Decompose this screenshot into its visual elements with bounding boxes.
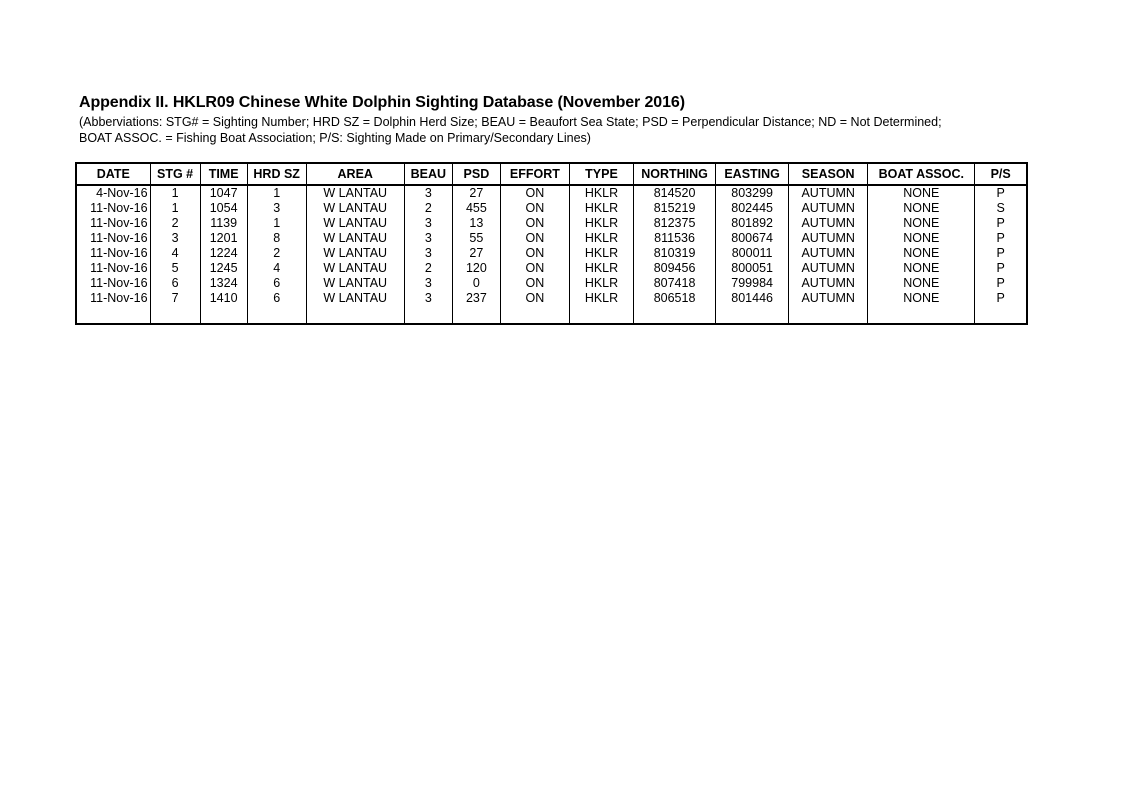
cell-type: HKLR [569, 261, 633, 276]
cell-psd: 237 [452, 291, 500, 306]
table-header-row [76, 163, 1027, 185]
cell-type: HKLR [569, 291, 633, 306]
cell-herd-size: 1 [247, 185, 306, 201]
table-spacer-row [76, 306, 1027, 324]
cell-herd-size: 6 [247, 291, 306, 306]
cell-boat-assoc: NONE [868, 216, 975, 231]
spacer-cell [500, 306, 569, 324]
cell-time: 1054 [200, 201, 247, 216]
cell-ps: P [975, 246, 1027, 261]
cell-northing: 807418 [634, 276, 716, 291]
cell-easting: 800051 [716, 261, 789, 276]
cell-type: HKLR [569, 216, 633, 231]
cell-boat-assoc: NONE [868, 185, 975, 201]
cell-season: AUTUMN [789, 291, 868, 306]
cell-type: HKLR [569, 276, 633, 291]
cell-herd-size: 2 [247, 246, 306, 261]
cell-stg: 1 [150, 185, 200, 201]
cell-date: 4-Nov-16 [76, 185, 150, 201]
header-easting: EASTING [716, 163, 789, 185]
cell-herd-size: 8 [247, 231, 306, 246]
cell-beau: 3 [404, 216, 452, 231]
cell-stg: 1 [150, 201, 200, 216]
table-row [76, 291, 1027, 306]
cell-easting: 799984 [716, 276, 789, 291]
cell-ps: P [975, 276, 1027, 291]
table-row [76, 276, 1027, 291]
cell-northing: 812375 [634, 216, 716, 231]
cell-type: HKLR [569, 231, 633, 246]
header-time: TIME [200, 163, 247, 185]
cell-area: W LANTAU [306, 276, 404, 291]
cell-boat-assoc: NONE [868, 276, 975, 291]
cell-herd-size: 3 [247, 201, 306, 216]
cell-season: AUTUMN [789, 246, 868, 261]
cell-effort: ON [500, 201, 569, 216]
cell-season: AUTUMN [789, 201, 868, 216]
cell-date: 11-Nov-16 [76, 201, 150, 216]
table-row [76, 246, 1027, 261]
cell-area: W LANTAU [306, 291, 404, 306]
cell-herd-size: 6 [247, 276, 306, 291]
cell-northing: 815219 [634, 201, 716, 216]
spacer-cell [200, 306, 247, 324]
spacer-cell [789, 306, 868, 324]
cell-beau: 3 [404, 291, 452, 306]
cell-beau: 3 [404, 246, 452, 261]
appendix-title: Appendix II. HKLR09 Chinese White Dolphin Sighting Database (November 2016) [79, 94, 685, 111]
cell-easting: 802445 [716, 201, 789, 216]
spacer-cell [975, 306, 1027, 324]
cell-date: 11-Nov-16 [76, 261, 150, 276]
header-area: AREA [306, 163, 404, 185]
cell-effort: ON [500, 231, 569, 246]
cell-time: 1245 [200, 261, 247, 276]
cell-area: W LANTAU [306, 246, 404, 261]
abbreviations-line-1: (Abberviations: STG# = Sighting Number; HRD SZ = Dolphin Herd Size; BEAU = Beaufort Sea State; PSD = Perpendicular Distance; ND = Not Determined; [79, 115, 942, 129]
cell-ps: P [975, 261, 1027, 276]
cell-psd: 0 [452, 276, 500, 291]
cell-effort: ON [500, 246, 569, 261]
cell-area: W LANTAU [306, 201, 404, 216]
cell-season: AUTUMN [789, 231, 868, 246]
header-boat-assoc: BOAT ASSOC. [868, 163, 975, 185]
cell-stg: 7 [150, 291, 200, 306]
table-body [76, 185, 1027, 324]
cell-type: HKLR [569, 185, 633, 201]
header-type: TYPE [569, 163, 633, 185]
cell-easting: 801446 [716, 291, 789, 306]
spacer-cell [306, 306, 404, 324]
cell-stg: 3 [150, 231, 200, 246]
header-date: DATE [76, 163, 150, 185]
cell-psd: 455 [452, 201, 500, 216]
spacer-cell [716, 306, 789, 324]
cell-time: 1410 [200, 291, 247, 306]
cell-beau: 2 [404, 201, 452, 216]
cell-stg: 6 [150, 276, 200, 291]
cell-effort: ON [500, 276, 569, 291]
abbreviations-note [79, 114, 1039, 146]
abbreviations-line-2: BOAT ASSOC. = Fishing Boat Association; P/S: Sighting Made on Primary/Secondary Lines) [79, 131, 591, 145]
cell-psd: 27 [452, 246, 500, 261]
cell-ps: P [975, 291, 1027, 306]
cell-stg: 5 [150, 261, 200, 276]
cell-ps: P [975, 185, 1027, 201]
cell-easting: 800674 [716, 231, 789, 246]
cell-date: 11-Nov-16 [76, 216, 150, 231]
cell-date: 11-Nov-16 [76, 276, 150, 291]
cell-season: AUTUMN [789, 261, 868, 276]
cell-psd: 120 [452, 261, 500, 276]
cell-psd: 55 [452, 231, 500, 246]
spacer-cell [452, 306, 500, 324]
cell-northing: 811536 [634, 231, 716, 246]
cell-effort: ON [500, 291, 569, 306]
cell-season: AUTUMN [789, 216, 868, 231]
table-row [76, 216, 1027, 231]
cell-easting: 800011 [716, 246, 789, 261]
cell-boat-assoc: NONE [868, 246, 975, 261]
cell-psd: 13 [452, 216, 500, 231]
cell-time: 1047 [200, 185, 247, 201]
cell-time: 1324 [200, 276, 247, 291]
spacer-cell [150, 306, 200, 324]
cell-northing: 806518 [634, 291, 716, 306]
cell-effort: ON [500, 216, 569, 231]
header-herd-size: HRD SZ [247, 163, 306, 185]
cell-boat-assoc: NONE [868, 291, 975, 306]
table-row [76, 201, 1027, 216]
cell-beau: 3 [404, 276, 452, 291]
cell-boat-assoc: NONE [868, 201, 975, 216]
cell-type: HKLR [569, 201, 633, 216]
spacer-cell [634, 306, 716, 324]
cell-area: W LANTAU [306, 185, 404, 201]
header-psd: PSD [452, 163, 500, 185]
spacer-cell [247, 306, 306, 324]
cell-type: HKLR [569, 246, 633, 261]
cell-time: 1224 [200, 246, 247, 261]
cell-area: W LANTAU [306, 231, 404, 246]
cell-season: AUTUMN [789, 276, 868, 291]
cell-stg: 2 [150, 216, 200, 231]
cell-area: W LANTAU [306, 216, 404, 231]
cell-effort: ON [500, 185, 569, 201]
table-row [76, 231, 1027, 246]
table-row [76, 261, 1027, 276]
cell-stg: 4 [150, 246, 200, 261]
cell-date: 11-Nov-16 [76, 246, 150, 261]
header-stg: STG # [150, 163, 200, 185]
cell-beau: 3 [404, 231, 452, 246]
cell-ps: P [975, 216, 1027, 231]
header-beau: BEAU [404, 163, 452, 185]
cell-boat-assoc: NONE [868, 231, 975, 246]
cell-effort: ON [500, 261, 569, 276]
cell-northing: 814520 [634, 185, 716, 201]
cell-northing: 809456 [634, 261, 716, 276]
cell-herd-size: 4 [247, 261, 306, 276]
header-ps: P/S [975, 163, 1027, 185]
header-northing: NORTHING [634, 163, 716, 185]
cell-ps: S [975, 201, 1027, 216]
cell-psd: 27 [452, 185, 500, 201]
cell-area: W LANTAU [306, 261, 404, 276]
cell-northing: 810319 [634, 246, 716, 261]
table-row [76, 185, 1027, 201]
cell-time: 1201 [200, 231, 247, 246]
cell-time: 1139 [200, 216, 247, 231]
spacer-cell [868, 306, 975, 324]
cell-boat-assoc: NONE [868, 261, 975, 276]
cell-beau: 2 [404, 261, 452, 276]
cell-date: 11-Nov-16 [76, 291, 150, 306]
spacer-cell [76, 306, 150, 324]
cell-easting: 803299 [716, 185, 789, 201]
cell-season: AUTUMN [789, 185, 868, 201]
sighting-table [75, 162, 1028, 325]
cell-date: 11-Nov-16 [76, 231, 150, 246]
spacer-cell [404, 306, 452, 324]
cell-beau: 3 [404, 185, 452, 201]
cell-ps: P [975, 231, 1027, 246]
header-effort: EFFORT [500, 163, 569, 185]
spacer-cell [569, 306, 633, 324]
cell-herd-size: 1 [247, 216, 306, 231]
header-season: SEASON [789, 163, 868, 185]
cell-easting: 801892 [716, 216, 789, 231]
